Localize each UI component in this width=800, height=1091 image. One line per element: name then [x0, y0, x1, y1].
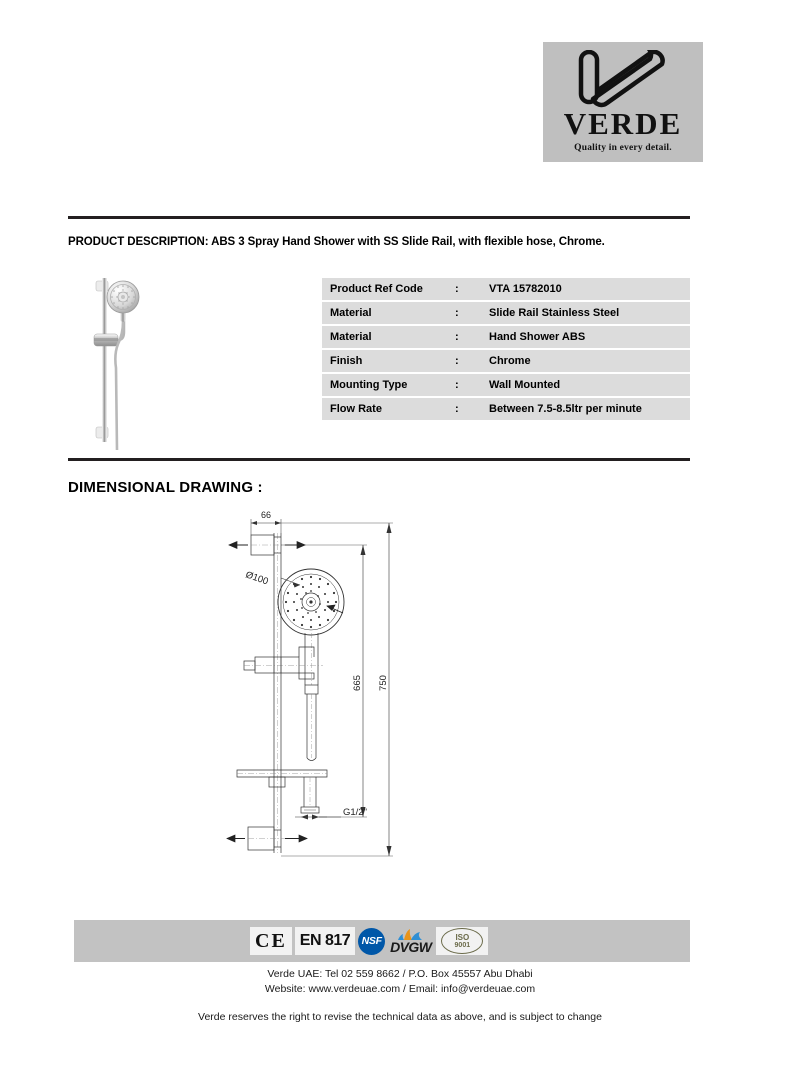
footer-contact-line2: Website: www.verdeuae.com / Email: info@verdeuae.com — [264, 983, 536, 995]
verde-ribbon-mark-icon — [567, 50, 679, 110]
dim-hose-thread: G1/2" — [343, 807, 367, 818]
specification-table — [322, 276, 690, 422]
spec-colon: : — [455, 398, 485, 420]
spec-colon: : — [455, 350, 485, 372]
spec-value: Wall Mounted — [485, 374, 690, 396]
iso-label-bottom: 9001 — [454, 941, 471, 949]
product-photo — [76, 272, 236, 452]
footer-contact — [0, 967, 800, 997]
ce-mark-icon — [250, 927, 292, 955]
logo-wordmark: VERDE — [563, 106, 683, 141]
spec-label: Material — [322, 326, 455, 348]
spec-label: Flow Rate — [322, 398, 455, 420]
dvgw-flame-icon — [394, 929, 428, 940]
spec-value: VTA 15782010 — [485, 278, 690, 300]
ce-label: CE — [255, 929, 287, 952]
spec-colon: : — [455, 302, 485, 324]
dim-bracket-width: 66 — [260, 510, 272, 520]
nsf-label: NSF — [361, 935, 382, 947]
spec-colon: : — [455, 278, 485, 300]
iso9001-mark-icon — [436, 927, 488, 955]
dim-overall-height: 750 — [378, 675, 389, 691]
footer-contact-line1: Verde UAE: Tel 02 559 8662 / P.O. Box 45557 Abu Dhabi — [267, 968, 533, 980]
dim-head-diameter: Ø100 — [244, 569, 270, 588]
divider-top — [68, 216, 690, 219]
dvgw-mark-icon — [388, 927, 433, 955]
spec-colon: : — [455, 374, 485, 396]
spec-label: Product Ref Code — [322, 278, 455, 300]
dvgw-label: DVGW — [390, 938, 432, 955]
spec-colon: : — [455, 326, 485, 348]
spec-value: Chrome — [485, 350, 690, 372]
spec-label: Finish — [322, 350, 455, 372]
dimensional-drawing — [215, 505, 435, 885]
logo-tagline: Quality in every detail. — [574, 143, 672, 153]
product-description: PRODUCT DESCRIPTION: ABS 3 Spray Hand Shower with SS Slide Rail, with flexible hose, Chrome. — [68, 236, 605, 248]
en817-mark-icon — [295, 927, 355, 955]
spec-value: Hand Shower ABS — [485, 326, 690, 348]
dimensional-drawing-heading: DIMENSIONAL DRAWING : — [68, 479, 263, 496]
spec-value: Between 7.5-8.5ltr per minute — [485, 398, 690, 420]
table-row — [322, 302, 690, 324]
en817-label: EN 817 — [299, 932, 351, 949]
table-row — [322, 374, 690, 396]
spec-label: Mounting Type — [322, 374, 455, 396]
divider-middle — [68, 458, 690, 461]
spec-label: Material — [322, 302, 455, 324]
iso-label-top: ISO — [455, 932, 470, 942]
certification-strip — [250, 927, 488, 955]
table-row — [322, 350, 690, 372]
brand-logo — [543, 42, 703, 162]
table-row — [322, 398, 690, 420]
table-row — [322, 278, 690, 300]
dim-inner-height: 665 — [352, 675, 363, 691]
footer-disclaimer: Verde reserves the right to revise the technical data as above, and is subject to change — [198, 1011, 602, 1023]
table-row — [322, 326, 690, 348]
spec-value: Slide Rail Stainless Steel — [485, 302, 690, 324]
nsf-mark-icon — [358, 927, 385, 955]
